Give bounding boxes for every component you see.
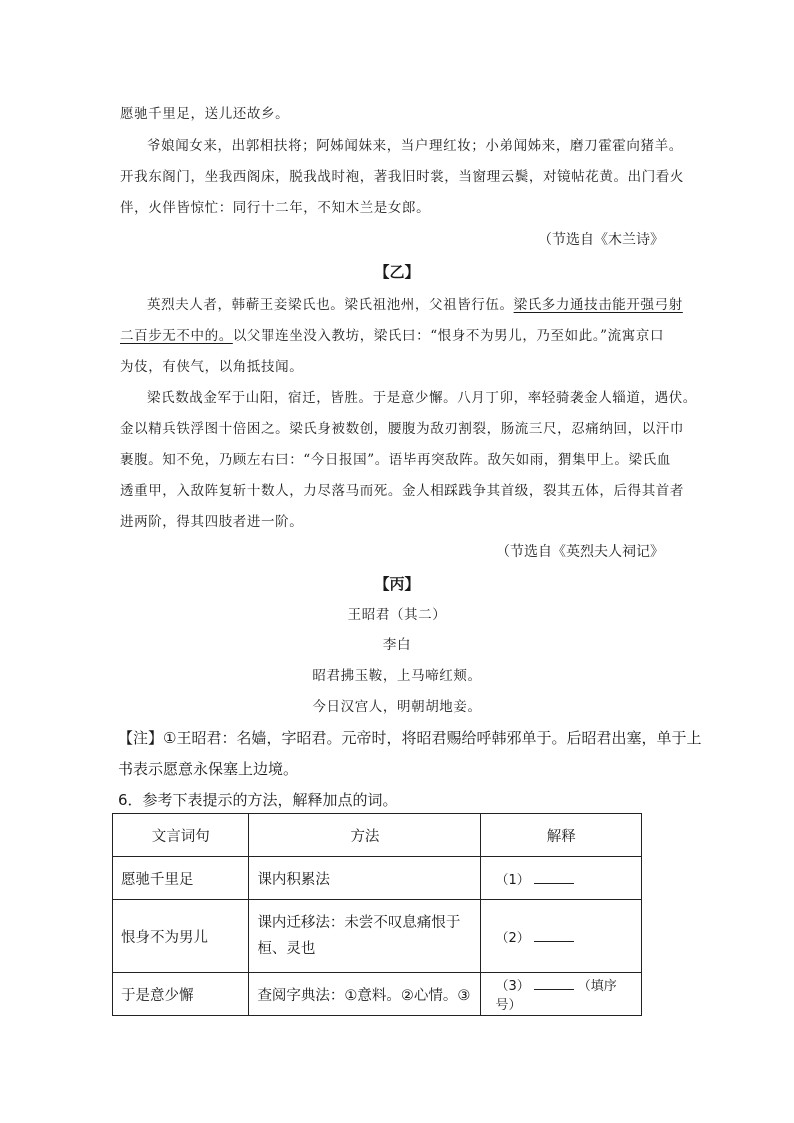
table-row <box>113 973 642 1016</box>
poem-line-1: 昭君拂玉鞍，上马啼红颊。 <box>312 668 482 684</box>
answer-blank[interactable] <box>534 927 574 942</box>
section-yi-heading: 【乙】 <box>374 263 420 281</box>
yi-p1-text-b: 以父罪连坐没入教坊，梁氏曰：“恨身不为男儿，乃至如此。”流寓京口 <box>232 328 665 344</box>
table-cell-method: 课内迁移法：未尝不叹息痛恨于桓、灵也 <box>249 900 481 973</box>
mulan-line-3: 开我东阁门，坐我西阁床，脱我战时袍，著我旧时裳，当窗理云鬓，对镜帖花黄。出门看火 <box>120 169 684 185</box>
yi-source: （节选自《英烈夫人祠记》 <box>496 544 664 560</box>
yi-p1-underlined-a: 梁氏多力通技击能开强弓射 <box>513 297 683 313</box>
table-header-cell: 解释 <box>481 814 642 857</box>
answer-number: （2） <box>495 930 530 946</box>
answer-suffix: （填序号） <box>495 979 617 1013</box>
table-cell-answer <box>481 973 642 1016</box>
mulan-line-4: 伴，火伴皆惊忙：同行十二年，不知木兰是女郎。 <box>120 200 431 216</box>
yi-p2-line-1: 梁氏数战金军于山阳，宿迁，皆胜。于是意少懈。八月丁卯，率轻骑袭金人辎道，遇伏。 <box>147 390 697 406</box>
table-header-cell: 文言词句 <box>113 814 249 857</box>
table-cell-phrase: 于是意少懈 <box>113 973 249 1016</box>
method-table <box>112 813 642 1016</box>
mulan-line-2: 爷娘闻女来，出郭相扶将；阿姊闻妹来，当户理红妆；小弟闻姊来，磨刀霍霍向猪羊。 <box>147 138 683 154</box>
table-header-row <box>113 814 642 857</box>
table-cell-phrase: 愿驰千里足 <box>113 857 249 900</box>
poem-author: 李白 <box>382 637 412 653</box>
table-row <box>113 900 642 973</box>
poem-title: 王昭君（其二） <box>347 607 447 623</box>
table-row <box>113 857 642 900</box>
answer-blank[interactable] <box>534 975 574 990</box>
yi-p1-line-2 <box>120 324 680 344</box>
table-cell-answer <box>481 900 642 973</box>
yi-p1-line-3: 为伎，有侠气，以角抵技闻。 <box>120 359 304 375</box>
table-cell-answer <box>481 857 642 900</box>
section-bing-heading: 【丙】 <box>374 575 420 593</box>
yi-p1-underlined-b: 二百步无不中的。 <box>120 328 233 344</box>
question-6: 6．参考下表提示的方法，解释加点的词。 <box>118 791 398 809</box>
yi-p2-line-5: 进两阶，得其四肢者进一阶。 <box>120 514 304 530</box>
table-cell-method: 课内积累法 <box>249 857 481 900</box>
answer-blank[interactable] <box>534 869 574 884</box>
table-cell-method: 查阅字典法：①意料。②心情。③ <box>249 973 481 1016</box>
yi-p2-line-2: 金以精兵铁浮图十倍困之。梁氏身被数创，腰腹为敌刃割裂，肠流三尺，忍痛纳回，以汗巾 <box>120 421 684 437</box>
yi-p1-line-1 <box>147 293 707 313</box>
poem-line-2: 今日汉宫人，明朝胡地妾。 <box>312 699 482 715</box>
yi-p2-line-4: 透重甲，入敌阵复斩十数人，力尽落马而死。金人相踩践争其首级，裂其五体，后得其首者 <box>120 483 684 499</box>
note-line-2: 书表示愿意永保塞上边境。 <box>118 760 299 778</box>
mulan-line-1: 愿驰千里足，送儿还故乡。 <box>120 106 290 122</box>
yi-p2-line-3: 裹腹。知不免，乃顾左右曰：“今日报国”。语毕再突敌阵。敌矢如雨，猬集甲上。梁氏血 <box>120 452 671 468</box>
answer-number: （3） <box>495 979 530 994</box>
mulan-source: （节选自《木兰诗》 <box>538 232 664 248</box>
note-line-1: 【注】①王昭君：名嫱，字昭君。元帝时，将昭君赐给呼韩邪单于。后昭君出塞，单于上 <box>118 729 702 747</box>
table-header-cell: 方法 <box>249 814 481 857</box>
yi-p1-text-a: 英烈夫人者，韩蕲王妾梁氏也。梁氏祖池州，父祖皆行伍。 <box>147 297 514 313</box>
answer-number: （1） <box>495 872 530 888</box>
table-cell-phrase: 恨身不为男儿 <box>113 900 249 973</box>
